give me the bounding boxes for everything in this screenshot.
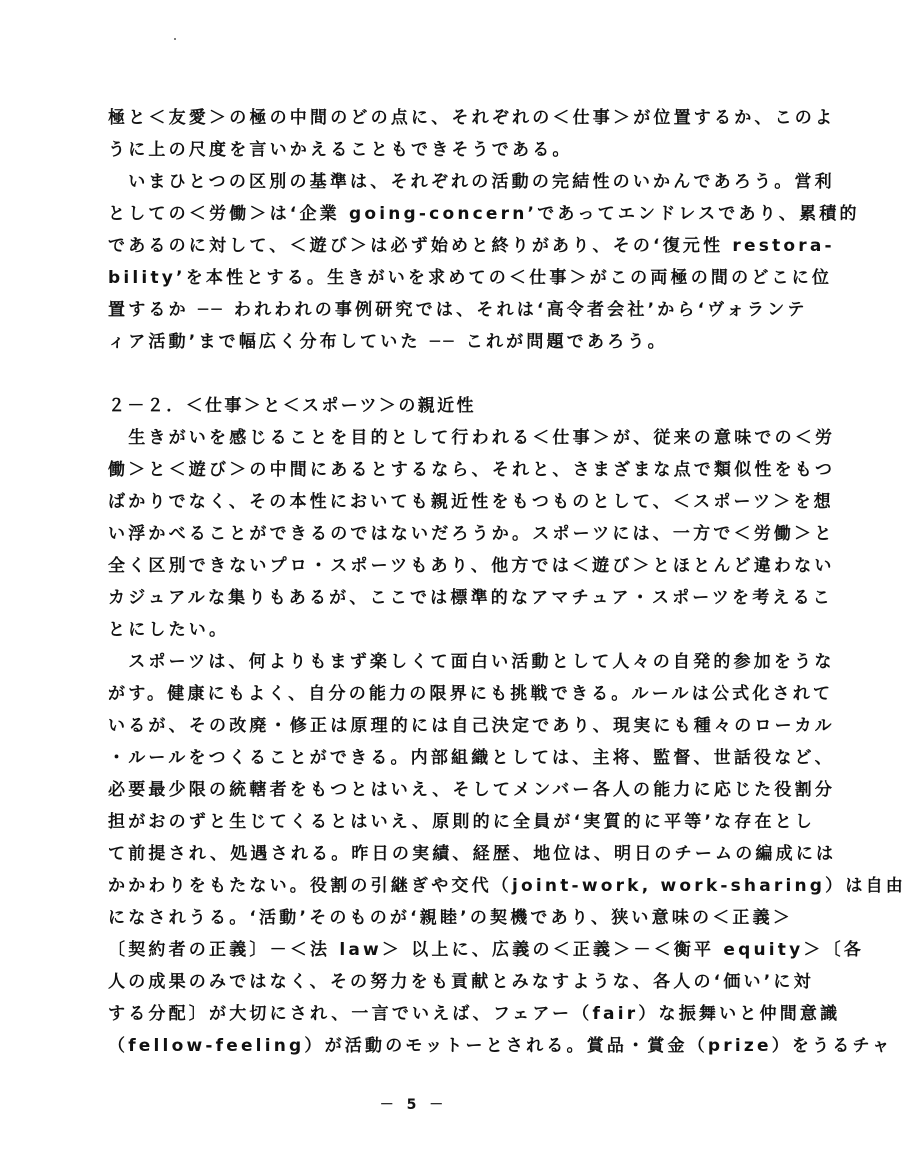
text-line: ばかりでなく、その本性においても親近性をもつものとして、＜スポーツ＞を想: [108, 492, 834, 512]
text-line: うに上の尺度を言いかえることもできそうである。: [108, 140, 573, 160]
text-line: て前提され、処遇される。昨日の実績、経歴、地位は、明日のチームの編成には: [108, 844, 837, 864]
text-line: かかわりをもたない。役割の引継ぎや交代（joint-work, work-sharing）は自由: [108, 876, 906, 896]
text-line: カジュアルな集りもあるが、ここでは標準的なアマチュア・スポーツを考えるこ: [108, 588, 833, 608]
section-heading: ２－２．＜仕事＞と＜スポーツ＞の親近性: [108, 396, 476, 416]
page-number: － 5 －: [379, 1097, 448, 1113]
text-line: いまひとつの区別の基準は、それぞれの活動の完結性のいかんであろう。営利: [108, 172, 835, 192]
text-line: いるが、その改廃・修正は原理的には自己決定であり、現実にも種々のローカル: [108, 716, 835, 736]
text-line: 人の成果のみではなく、その努力をも貢献とみなすような、各人の‘価い’に対: [108, 972, 814, 992]
text-line: ィア活動’まで幅広く分布していた ── これが問題であろう。: [108, 332, 668, 352]
text-line: としての＜労働＞は‘企業 going-concern’であってエンドレスであり、累積的: [108, 204, 860, 224]
text-line: 極と＜友愛＞の極の中間のどの点に、それぞれの＜仕事＞が位置するか、このよ: [108, 108, 836, 128]
text-line: 働＞と＜遊び＞の中間にあるとするなら、それと、さまざまな点で類似性をもつ: [108, 460, 836, 480]
text-line: スポーツは、何よりもまず楽しくて面白い活動として人々の自発的参加をうな: [108, 652, 835, 672]
text-line: 生きがいを感じることを目的として行われる＜仕事＞が、従来の意味での＜労: [108, 428, 836, 448]
text-line: ・ルールをつくることができる。内部組織としては、主将、監督、世話役など、: [108, 748, 835, 768]
text-line: い浮かべることができるのではないだろうか。スポーツには、一方で＜労働＞と: [108, 524, 835, 544]
text-line: とにしたい。: [108, 620, 230, 640]
text-line: 置するか ── われわれの事例研究では、それは‘高令者会社’から‘ヴォランテ: [108, 300, 808, 320]
text-line: bility’を本性とする。生きがいを求めての＜仕事＞がこの両極の間のどこに位: [108, 268, 833, 288]
text-line: （fellow-feeling）が活動のモットーとされる。賞品・賞金（prize）をうるチャ: [108, 1036, 893, 1056]
text-line: 全く区別できないプロ・スポーツもあり、他方では＜遊び＞とほとんど違わない: [108, 556, 835, 576]
text-line: する分配〕が大切にされ、一言でいえば、フェアー（fair）な振舞いと仲間意識: [108, 1004, 841, 1024]
text-line: であるのに対して、＜遊び＞は必ず始めと終りがあり、その‘復元性 restora-: [108, 236, 835, 256]
text-line: がす。健康にもよく、自分の能力の限界にも挑戦できる。ルールは公式化されて: [108, 684, 834, 704]
text-line: 必要最少限の統轄者をもつとはいえ、そしてメンバー各人の能力に応じた役割分: [108, 780, 836, 800]
text-line: 〔契約者の正義〕－＜法 law＞ 以上に、広義の＜正義＞－＜衡平 equity＞〔各: [108, 940, 864, 960]
text-line: になされうる。‘活動’そのものが‘親睦’の契機であり、狭い意味の＜正義＞: [108, 908, 794, 928]
text-line: 担がおのずと生じてくるとはいえ、原則的に全員が‘実質的に平等’な存在とし: [108, 812, 816, 832]
scan-speck: [174, 38, 176, 40]
